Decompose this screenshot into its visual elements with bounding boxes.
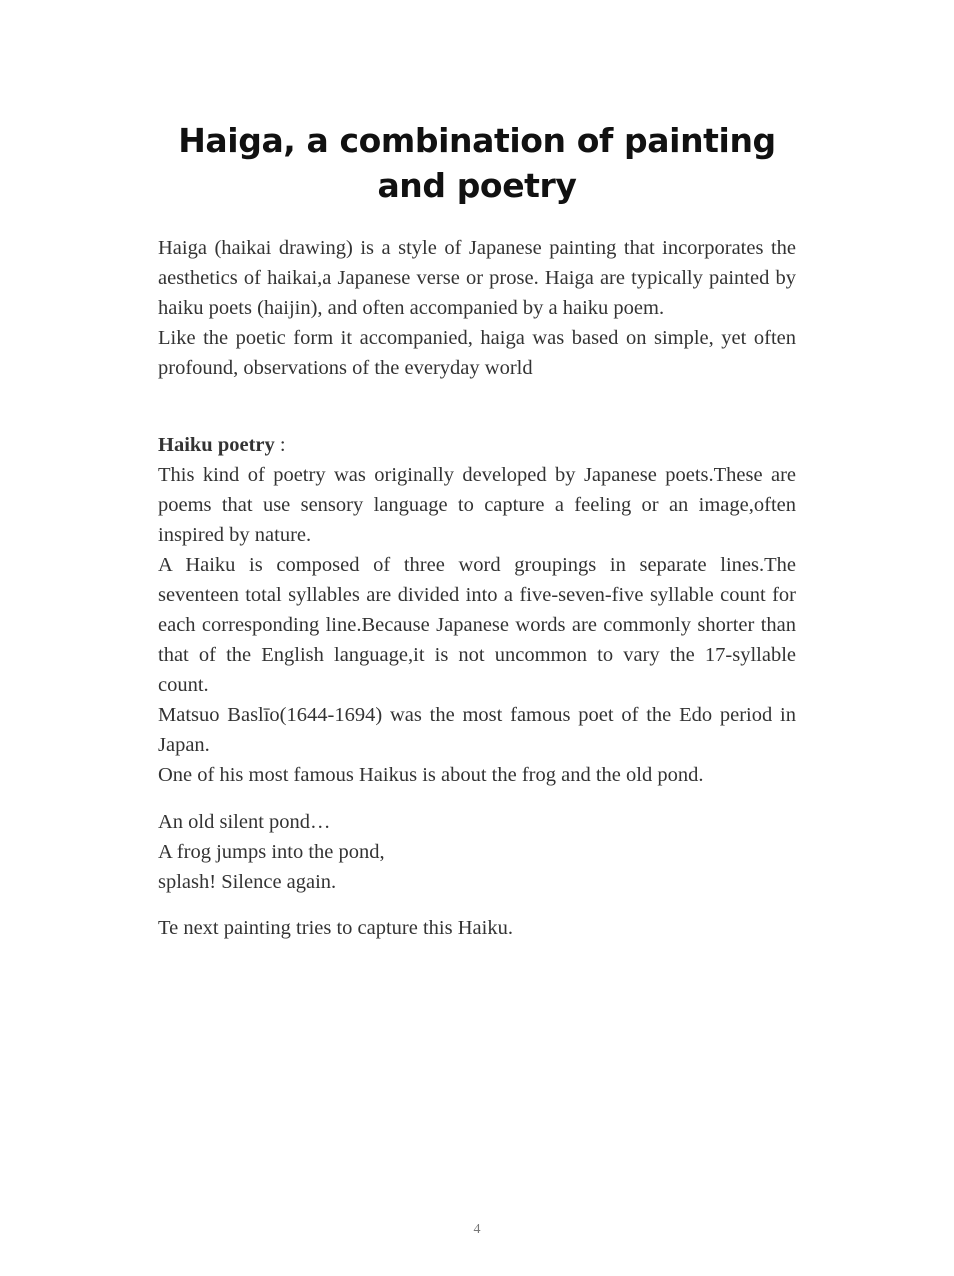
section-heading: Haiku poetry <box>158 434 275 456</box>
haiku-paragraph: A Haiku is composed of three word groupings in separate lines.The seventeen total syllables are divided into a five-seven-five syllable count for each corresponding line.Because Japanese words are commonly shorter than that of the English language,it is not uncommon to vary the 17-syllable count. <box>158 554 796 696</box>
poem-line: An old silent pond… <box>158 811 331 833</box>
haiku-poetry-section <box>158 430 796 790</box>
haiku-paragraph: One of his most famous Haikus is about the frog and the old pond. <box>158 764 704 786</box>
intro-paragraph: Like the poetic form it accompanied, haiga was based on simple, yet often profound, observations of the everyday world <box>158 327 796 379</box>
section-heading-line <box>158 430 796 460</box>
intro-paragraph: Haiga (haikai drawing) is a style of Japanese painting that incorporates the aesthetics of haikai,a Japanese verse or prose. Haiga are typically painted by haiku poets (haijin), and often accompanied by a haiku poem. <box>158 237 796 319</box>
page-title: Haiga, a combination of painting and poetry <box>178 121 776 205</box>
section-heading-suffix: : <box>274 434 286 456</box>
haiku-poem <box>158 807 796 897</box>
intro-section <box>158 233 796 383</box>
poem-line: A frog jumps into the pond, <box>158 841 385 863</box>
haiku-paragraph: This kind of poetry was originally developed by Japanese poets.These are poems that use sensory language to capture a feeling or an image,often inspired by nature. <box>158 464 796 546</box>
haiku-paragraph: Matsuo Baslīo(1644-1694) was the most famous poet of the Edo period in Japan. <box>158 704 796 756</box>
poem-line: splash! Silence again. <box>158 871 337 893</box>
closing-text: Te next painting tries to capture this Haiku. <box>158 917 513 939</box>
page-number: 4 <box>473 1222 481 1237</box>
